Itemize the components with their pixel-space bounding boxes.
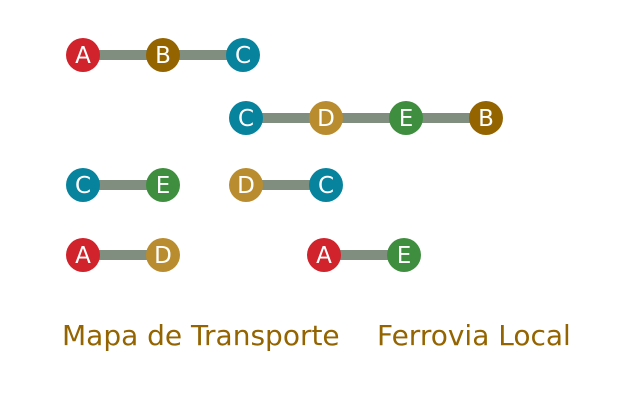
station-label: D bbox=[317, 106, 335, 132]
station-label: D bbox=[154, 243, 172, 269]
station-label: E bbox=[398, 106, 414, 132]
station-label: C bbox=[74, 173, 92, 199]
route-3 bbox=[66, 168, 180, 202]
route-1 bbox=[66, 38, 260, 72]
route-6 bbox=[307, 238, 421, 272]
station-label: B bbox=[478, 106, 494, 132]
station-label: A bbox=[75, 243, 91, 269]
station-label: A bbox=[316, 243, 332, 269]
station-label: A bbox=[75, 43, 91, 69]
station-label: E bbox=[155, 173, 171, 199]
route-4 bbox=[229, 168, 343, 202]
station-label: C bbox=[234, 43, 252, 69]
route-2 bbox=[229, 101, 503, 135]
station-label: B bbox=[155, 43, 171, 69]
station-label: D bbox=[237, 173, 255, 199]
rail-title: Ferrovia Local bbox=[377, 319, 571, 352]
station-label: C bbox=[237, 106, 255, 132]
station-label: E bbox=[396, 243, 412, 269]
station-label: C bbox=[317, 173, 335, 199]
map-title: Mapa de Transporte bbox=[62, 319, 340, 352]
route-5 bbox=[66, 238, 180, 272]
